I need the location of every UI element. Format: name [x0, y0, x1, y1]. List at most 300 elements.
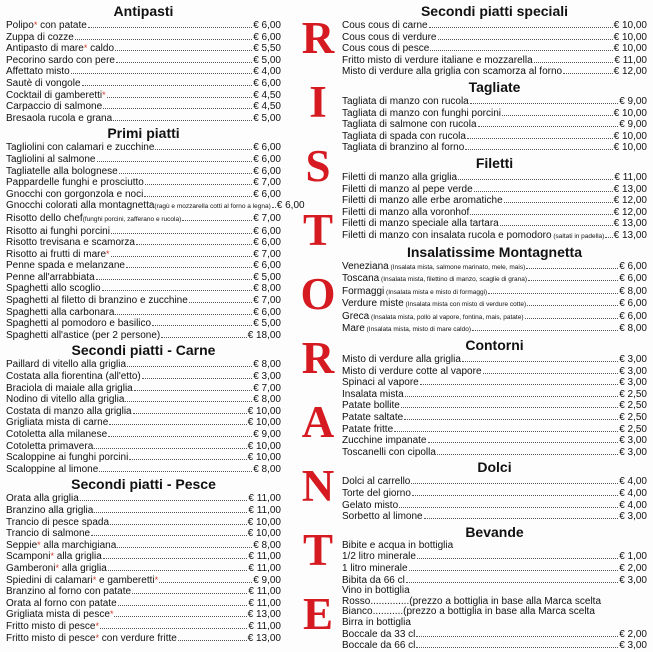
- menu-item-price: € 6,00: [619, 273, 647, 285]
- dish-name: Dolci al carrello: [342, 476, 411, 488]
- menu-item-price: € 10,00: [613, 107, 647, 119]
- dish-name: Cous cous di carne: [342, 20, 428, 31]
- leader-dots: [525, 311, 619, 319]
- frozen-asterisk-icon: *: [33, 20, 38, 30]
- menu-item-price: € 6,00: [253, 31, 281, 43]
- leader-dots: [405, 389, 618, 397]
- section-title: Bevande: [465, 523, 524, 540]
- dish-name: Cous cous di verdure: [342, 31, 437, 43]
- menu-item: [6, 563, 281, 575]
- menu-item-name: [342, 378, 419, 389]
- dish-name: Patate fritte: [342, 423, 394, 435]
- menu-item: [6, 272, 281, 284]
- dish-name: 1/2 litro minerale: [342, 551, 416, 563]
- leader-dots: [75, 32, 252, 40]
- menu-item-name: [6, 551, 102, 563]
- dish-name: Cocktail di gamberetti: [6, 89, 103, 101]
- menu-item-price: € 10,00: [247, 516, 281, 528]
- menu-item-name: [342, 489, 411, 500]
- menu-item-name: [6, 621, 99, 633]
- dish-name: Tagliata di manzo con funghi porcini: [342, 107, 501, 119]
- menu-section: [342, 78, 647, 154]
- menu-item-price: € 10,00: [247, 405, 281, 417]
- leader-dots: [116, 55, 252, 63]
- frozen-asterisk-icon: *: [95, 620, 99, 631]
- menu-item-price: € 3,00: [619, 354, 647, 366]
- dish-description: (Insalata mista e misto di formaggi): [384, 288, 488, 296]
- menu-item-price: € 11,00: [248, 586, 281, 598]
- menu-item-name: [6, 465, 98, 476]
- menu-item: [342, 412, 647, 424]
- leader-dots: [478, 119, 619, 127]
- leader-dots: [182, 213, 252, 221]
- menu-item-name: [342, 501, 398, 512]
- menu-item-price: € 3,00: [619, 377, 647, 389]
- section-title: Secondi piatti speciali: [420, 3, 569, 19]
- menu-item-name: [6, 563, 107, 575]
- menu-item-name: [6, 33, 74, 44]
- menu-item: [6, 359, 281, 371]
- section-title: Antipasti: [113, 3, 174, 19]
- dish-name: Filetti di manzo alla griglia: [342, 171, 458, 183]
- leader-dots: [424, 511, 619, 519]
- menu-item: [6, 452, 281, 464]
- menu-item: [342, 377, 647, 389]
- dish-name: Penne spada e melanzane: [6, 260, 125, 272]
- leader-dots: [96, 272, 253, 280]
- dish-name: Costata di manzo alla griglia: [6, 405, 132, 417]
- menu-item-price: € 5,00: [253, 54, 281, 66]
- dish-name: Tagliata di salmone con rucola: [342, 119, 477, 131]
- menu-item-price: € 5,00: [253, 271, 281, 283]
- leader-dots: [504, 195, 613, 203]
- menu-item-price: € 11,00: [248, 493, 281, 505]
- menu-item-name: [6, 430, 107, 441]
- dish-name: Filetti di manzo alle erbe aromatiche: [342, 195, 503, 207]
- dish-name: Polipo: [6, 20, 34, 31]
- menu-item-name: [6, 506, 93, 517]
- menu-item: [342, 488, 647, 500]
- menu-item-name: [6, 331, 160, 342]
- menu-item-price: € 4,00: [619, 476, 647, 488]
- leader-dots: [458, 172, 613, 180]
- menu-item-name: [6, 227, 110, 238]
- menu-item-name: [6, 372, 141, 383]
- leader-dots: [416, 640, 618, 648]
- menu-item-name: [6, 395, 124, 406]
- leader-dots: [528, 273, 618, 281]
- leader-dots: [178, 633, 247, 641]
- dish-name: Grigliata mista di carne: [6, 417, 109, 429]
- leader-dots: [500, 218, 613, 226]
- menu-item-name: [342, 630, 415, 641]
- leader-dots: [527, 298, 618, 306]
- menu-item: [6, 609, 281, 621]
- menu-item-price: € 6,00: [253, 153, 281, 165]
- menu-item-name: [6, 167, 118, 178]
- menu-item-name: [342, 312, 524, 324]
- leader-dots: [126, 260, 252, 268]
- menu-item-name: [342, 262, 525, 274]
- menu-item: [6, 318, 281, 330]
- menu-item-name: [342, 413, 403, 424]
- dish-description: (Insalata mista, salmone marinato, mele, mais): [388, 263, 526, 271]
- leader-dots: [470, 96, 618, 104]
- menu-item-name: [6, 43, 114, 55]
- menu-item: [342, 366, 647, 378]
- menu-item: [342, 172, 647, 184]
- leader-dots: [94, 505, 247, 513]
- vertical-title-letter: A: [301, 397, 335, 447]
- dish-name: Tagliolini con calamari e zucchine: [6, 142, 155, 154]
- dish-name: Risotto ai funghi porcini: [6, 225, 110, 237]
- leader-dots: [534, 55, 614, 63]
- menu-item-name: [6, 633, 177, 645]
- dish-name-suffix: alla marchigiana: [40, 539, 117, 551]
- dish-name: Tagliata di branzino al forno: [342, 142, 465, 154]
- dish-name: Cous cous di pesce: [342, 43, 430, 55]
- dish-name: Tagliolini al salmone: [6, 153, 96, 165]
- leader-dots: [118, 598, 248, 606]
- menu-item-price: € 7,00: [253, 212, 281, 224]
- dish-name: Formaggi: [342, 285, 385, 297]
- frozen-asterisk-icon: *: [92, 574, 97, 585]
- menu-item-name: [342, 132, 466, 143]
- dish-name: Tagliata di manzo con rucola: [342, 95, 469, 107]
- menu-item-name: [6, 102, 102, 113]
- menu-item: [6, 142, 281, 154]
- dish-name: Pecorino sardo con pere: [6, 54, 115, 66]
- menu-item: [342, 286, 647, 299]
- menu-item: [6, 417, 281, 429]
- menu-section: [342, 336, 647, 458]
- frozen-asterisk-icon: *: [102, 89, 106, 100]
- leader-dots: [412, 488, 618, 496]
- dish-name: Sautè di vongole: [6, 77, 81, 89]
- menu-item: [342, 195, 647, 207]
- leader-dots: [129, 452, 246, 460]
- leader-dots: [132, 586, 247, 594]
- menu-item: [6, 32, 281, 44]
- ristorante-vertical-title: [298, 6, 338, 646]
- menu-item-name: [6, 296, 188, 307]
- menu-item-name: [342, 185, 473, 196]
- menu-item: [342, 184, 647, 196]
- dish-name: Spinaci al vapore: [342, 377, 419, 389]
- menu-item-name: [342, 97, 469, 108]
- menu-item: [6, 260, 281, 272]
- dish-name: Fritto misto di verdure italiane e mozzarella: [342, 54, 533, 66]
- menu-item: [342, 43, 647, 55]
- menu-item-name: [6, 67, 70, 78]
- menu-item-name: [342, 143, 464, 154]
- menu-item-name: [342, 299, 526, 311]
- section-title: Primi piatti: [107, 125, 180, 142]
- leader-dots: [429, 20, 613, 28]
- menu-item-price: € 11,00: [248, 620, 281, 632]
- menu-item-name: [342, 33, 437, 44]
- menu-item-name: [342, 401, 400, 412]
- menu-item: [342, 32, 647, 44]
- dish-name: Affettato misto: [6, 66, 70, 78]
- menu-item-price: € 4,50: [253, 89, 281, 101]
- menu-item-price: € 8,00: [253, 394, 281, 406]
- menu-item: [6, 528, 281, 540]
- menu-item-price: € 8,00: [253, 359, 281, 371]
- menu-item-price: € 10,00: [247, 528, 281, 540]
- dish-description: (Insalata mista, pollo al vapore, fontina, mais, patate): [369, 313, 524, 321]
- menu-item-price: € 8,00: [619, 285, 647, 297]
- menu-item: [342, 447, 647, 459]
- menu-item-name: [342, 44, 429, 55]
- menu-item: [342, 273, 647, 286]
- frozen-asterisk-icon: *: [37, 539, 41, 550]
- menu-item: [6, 551, 281, 563]
- menu-item-price: € 7,00: [253, 248, 281, 260]
- leader-dots: [80, 493, 248, 501]
- menu-item-name: [342, 436, 427, 447]
- menu-item-name: [6, 418, 108, 429]
- menu-item-name: [6, 599, 117, 610]
- menu-item: [6, 517, 281, 529]
- leader-dots: [110, 517, 247, 525]
- dish-name: Gnocchi con gorgonzola e noci: [6, 188, 144, 200]
- menu-item: [6, 200, 305, 213]
- menu-item-price: € 1,00: [619, 551, 647, 563]
- menu-item-price: € 10,00: [613, 130, 647, 142]
- dish-name: Tagliatelle alla bolognese: [6, 165, 118, 177]
- menu-item-name: [6, 587, 131, 598]
- menu-item-price: € 2,00: [619, 628, 647, 640]
- menu-item-price: € 5,50: [253, 43, 281, 55]
- dish-name: Tagliata di spada con rucola: [342, 130, 466, 142]
- menu-item: [342, 323, 647, 336]
- menu-item-name: [342, 425, 393, 436]
- menu-item-price: € 3,00: [619, 574, 647, 586]
- dish-name: Spaghetti al filetto di branzino e zucchine: [6, 295, 188, 307]
- leader-dots: [136, 237, 252, 245]
- dish-name: Carpaccio di salmone: [6, 101, 103, 113]
- dish-name: Scamponi: [6, 551, 51, 563]
- dish-name: Filetti di manzo al pepe verde: [342, 183, 473, 195]
- dish-name: Bresaola rucola e grana: [6, 112, 113, 124]
- leader-dots: [107, 90, 253, 98]
- menu-item-name: [342, 208, 469, 219]
- frozen-asterisk-icon: *: [106, 248, 110, 259]
- menu-item: [6, 575, 281, 587]
- menu-item: [6, 621, 281, 633]
- menu-item: [6, 55, 281, 67]
- dish-name: Spaghetti all'astice (per 2 persone): [6, 329, 161, 341]
- menu-note: Bibite e acqua in bottiglia: [342, 539, 454, 551]
- dish-name: Paillard di vitello alla griglia: [6, 359, 127, 371]
- menu-item-name: [6, 319, 151, 330]
- menu-item-price: € 5,00: [253, 318, 281, 330]
- frozen-asterisk-icon: *: [154, 574, 159, 585]
- menu-item-price: € 3,00: [619, 511, 647, 523]
- dish-description: (Insalata mista, misto di mare caldo): [364, 326, 471, 334]
- menu-item-price: € 2,50: [619, 400, 647, 412]
- dish-name: Gelato misto: [342, 499, 399, 511]
- menu-item-price: € 4,50: [253, 101, 281, 113]
- menu-item-name: [342, 552, 416, 563]
- dish-name: Branzino alla griglia: [6, 504, 94, 516]
- dish-name: Zuppa di cozze: [6, 31, 74, 43]
- dish-name: Misto di verdure cotte al vapore: [342, 365, 482, 377]
- menu-item: [6, 429, 281, 441]
- leader-dots: [189, 295, 252, 303]
- menu-item-price: € 9,00: [253, 574, 281, 586]
- menu-item: [342, 96, 647, 108]
- menu-item-name: [6, 494, 79, 505]
- menu-item-price: € 3,00: [253, 371, 281, 383]
- menu-item-price: € 12,00: [613, 66, 647, 78]
- dish-name: Gamberoni: [6, 562, 56, 574]
- menu-item-name: [342, 274, 527, 286]
- menu-item-name: [342, 448, 436, 459]
- leader-dots: [465, 142, 612, 150]
- menu-item-price: € 7,00: [253, 382, 281, 394]
- menu-item: [6, 371, 281, 383]
- menu-column-right: [342, 2, 647, 652]
- dish-name: Trancio di pesce spada: [6, 516, 110, 528]
- menu-item-price: € 3,00: [619, 435, 647, 447]
- leader-dots: [152, 318, 252, 326]
- section-title: Secondi piatti - Carne: [71, 342, 216, 359]
- menu-item: [6, 43, 281, 55]
- menu-item-name: [6, 518, 109, 529]
- menu-item: [6, 383, 281, 395]
- menu-item-price: € 2,00: [619, 562, 647, 574]
- menu-item-price: € 6,00: [253, 188, 281, 200]
- menu-item-price: € 6,00: [276, 200, 305, 212]
- menu-item: [342, 435, 647, 447]
- leader-dots: [472, 323, 618, 331]
- dish-name: Antipasto di mare: [6, 43, 84, 55]
- dish-name: Insalata mista: [342, 388, 404, 400]
- dish-name: Cotoletta primavera: [6, 440, 94, 452]
- menu-item: [342, 218, 647, 230]
- menu-item-price: € 6,00: [253, 225, 281, 237]
- leader-dots: [99, 464, 252, 472]
- menu-item-name: [6, 273, 95, 284]
- dish-name: Orata al forno con patate: [6, 597, 117, 609]
- menu-item: [342, 400, 647, 412]
- vertical-title-letter: T: [302, 525, 333, 575]
- menu-section: [6, 2, 281, 124]
- menu-item: [6, 586, 281, 598]
- menu-section: [342, 523, 647, 652]
- menu-item: [342, 131, 647, 143]
- menu-item-name: [6, 609, 113, 621]
- dish-description: (ragù e mozzarella cotti al forno a legna): [154, 203, 271, 211]
- vertical-title-letter: I: [309, 77, 327, 127]
- menu-item-name: [6, 190, 143, 201]
- menu-item: [6, 177, 281, 189]
- section-title: Filetti: [475, 154, 514, 171]
- menu-item: [342, 261, 647, 274]
- dish-name-suffix: con patate: [37, 20, 87, 31]
- menu-item-price: € 2,50: [619, 412, 647, 424]
- leader-dots: [428, 435, 619, 443]
- menu-item-name: [342, 477, 410, 488]
- menu-item-price: € 4,00: [253, 66, 281, 78]
- leader-dots: [605, 230, 612, 238]
- menu-item-name: [342, 324, 471, 336]
- menu-item-price: € 8,00: [619, 323, 647, 335]
- menu-item-price: € 5,00: [253, 112, 281, 124]
- dish-name-suffix: e gamberetti: [96, 574, 155, 586]
- leader-dots: [91, 528, 247, 536]
- dish-name: Toscana: [342, 273, 380, 285]
- dish-name: Risotto dello chef: [6, 212, 83, 224]
- vertical-title-letter: R: [301, 333, 335, 383]
- menu-item-name: [342, 355, 461, 366]
- menu-item: [6, 154, 281, 166]
- menu-item-name: [6, 249, 110, 261]
- menu-item-price: € 6,00: [253, 306, 281, 318]
- menu-item: [342, 142, 647, 154]
- menu-item-price: € 11,00: [248, 597, 281, 609]
- menu-item-price: € 9,00: [619, 95, 647, 107]
- dish-name: Filetti di manzo speciale alla tartara: [342, 218, 499, 230]
- leader-dots: [159, 575, 252, 583]
- menu-item: [6, 20, 281, 32]
- menu-item-name: [342, 641, 415, 652]
- menu-item-name: [342, 21, 428, 32]
- leader-dots: [115, 307, 252, 315]
- menu-item-price: € 3,00: [619, 640, 647, 652]
- menu-item-price: € 13,00: [247, 609, 281, 621]
- dish-name: Torte del giorno: [342, 488, 411, 499]
- vertical-title-letter: O: [300, 269, 336, 319]
- dish-name: Zucchine impanate: [342, 435, 427, 447]
- leader-dots: [272, 200, 276, 208]
- vertical-title-letter: N: [301, 461, 335, 511]
- menu-item-name: [342, 367, 482, 378]
- dish-name: Verdure miste: [342, 298, 404, 310]
- menu-section: [6, 124, 305, 341]
- menu-item-name: [6, 575, 158, 587]
- menu-item-price: € 10,00: [613, 43, 647, 55]
- menu-item-price: € 10,00: [613, 31, 647, 43]
- menu-item-price: € 6,00: [619, 260, 647, 272]
- section-title: Contorni: [465, 337, 524, 354]
- menu-item: [6, 189, 281, 201]
- menu-item: [342, 119, 647, 131]
- menu-item-name: [342, 390, 404, 401]
- menu-section: [342, 243, 647, 337]
- leader-dots: [82, 78, 253, 86]
- dish-name: Misto di verdure alla griglia: [342, 354, 461, 366]
- leader-dots: [119, 166, 252, 174]
- menu-item-name: [6, 407, 132, 418]
- dish-name: Patate bollite: [342, 400, 400, 412]
- leader-dots: [127, 359, 252, 367]
- menu-item: [6, 505, 281, 517]
- vertical-title-letter: E: [302, 589, 333, 639]
- dish-name: Risotto ai frutti di mare: [6, 248, 107, 260]
- menu-item-name: [342, 120, 477, 131]
- menu-note: Birra in bottiglia: [342, 616, 411, 628]
- leader-dots: [399, 500, 618, 508]
- menu-item-name: [342, 56, 533, 67]
- leader-dots: [437, 447, 618, 455]
- leader-dots: [404, 412, 618, 420]
- menu-item-price: € 7,00: [253, 295, 281, 307]
- leader-dots: [115, 43, 252, 51]
- menu-note: Rosso..............(prezzo a bottiglia in base alla Marca scelta: [342, 595, 602, 607]
